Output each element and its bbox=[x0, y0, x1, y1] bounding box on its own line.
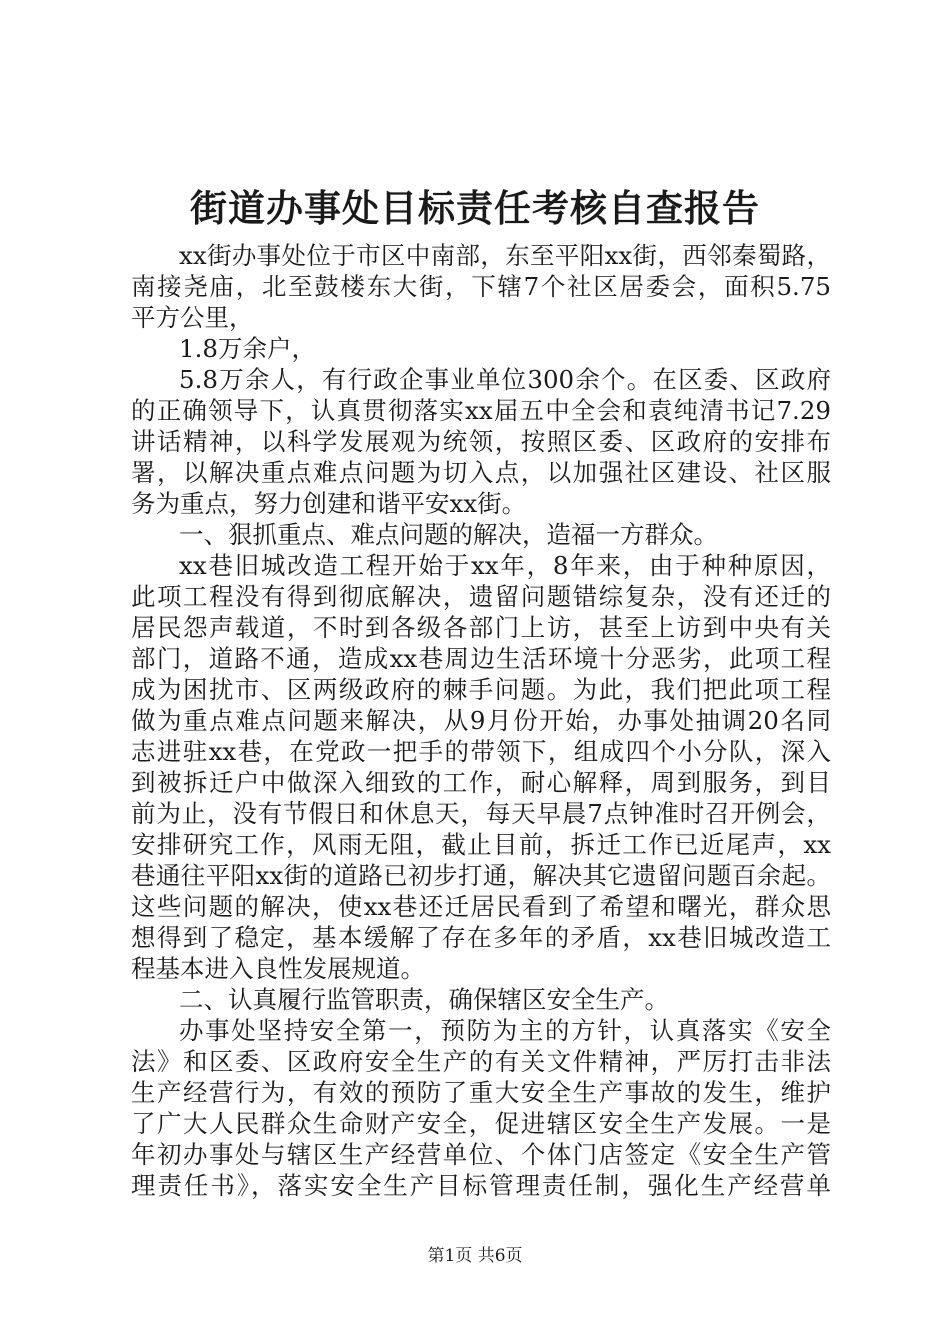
body-line: 署，以解决重点难点问题为切入点，以加强社区建设、社区服 bbox=[131, 458, 831, 487]
document-title: 街道办事处目标责任考核自查报告 bbox=[190, 186, 760, 230]
body-line: 想得到了稳定，基本缓解了存在多年的矛盾，xx巷旧城改造工 bbox=[131, 923, 831, 952]
body-line: 了广大人民群众生命财产安全，促进辖区安全生产发展。一是 bbox=[131, 1109, 831, 1138]
body-line: 成为困扰市、区两级政府的棘手问题。为此，我们把此项工程 bbox=[131, 675, 831, 704]
body-line: 平方公里， bbox=[131, 303, 254, 332]
body-line: 办事处坚持安全第一，预防为主的方针，认真落实《安全 bbox=[179, 1016, 831, 1045]
body-line: 理责任书》，落实安全生产目标管理责任制，强化生产经营单 bbox=[131, 1171, 831, 1200]
body-line: 志进驻xx巷，在党政一把手的带领下，组成四个小分队，深入 bbox=[131, 737, 831, 766]
body-line: 到被拆迁户中做深入细致的工作，耐心解释，周到服务，到目 bbox=[131, 768, 831, 797]
body-line: 这些问题的解决，使xx巷还迁居民看到了希望和曙光，群众思 bbox=[131, 892, 831, 921]
body-line: 做为重点难点问题来解决，从9月份开始，办事处抽调20名同 bbox=[131, 706, 831, 735]
body-line: 部门，道路不通，造成xx巷周边生活环境十分恶劣，此项工程 bbox=[131, 644, 831, 673]
body-line: 年初办事处与辖区生产经营单位、个体门店签定《安全生产管 bbox=[131, 1140, 831, 1169]
body-line: 法》和区委、区政府安全生产的有关文件精神，严厉打击非法 bbox=[131, 1047, 831, 1076]
body-line: 此项工程没有得到彻底解决，遗留问题错综复杂，没有还迁的 bbox=[131, 582, 831, 611]
body-line: xx巷旧城改造工程开始于xx年，8年来，由于种种原因， bbox=[179, 551, 831, 580]
body-line: 讲话精神，以科学发展观为统领，按照区委、区政府的安排布 bbox=[131, 427, 831, 456]
page-number-footer: 第1页 共6页 bbox=[427, 1246, 523, 1266]
body-line: 的正确领导下，认真贯彻落实xx届五中全会和袁纯清书记7.29 bbox=[131, 396, 831, 425]
section-heading-1: 一、狠抓重点、难点问题的解决，造福一方群众。 bbox=[179, 520, 718, 549]
body-line: 程基本进入良性发展规道。 bbox=[131, 954, 425, 983]
body-line: 生产经营行为，有效的预防了重大安全生产事故的发生，维护 bbox=[131, 1078, 831, 1107]
body-line: 1.8万余户， bbox=[179, 334, 316, 363]
body-line: 巷通往平阳xx街的道路已初步打通，解决其它遗留问题百余起。 bbox=[131, 861, 831, 890]
body-line: 务为重点，努力创建和谐平安xx街。 bbox=[131, 489, 527, 518]
body-line: 前为止，没有节假日和休息天，每天早晨7点钟准时召开例会， bbox=[131, 799, 831, 828]
section-heading-2: 二、认真履行监管职责，确保辖区安全生产。 bbox=[179, 985, 669, 1014]
body-line: 安排研究工作，风雨无阻，截止目前，拆迁工作已近尾声，xx bbox=[131, 830, 831, 859]
body-line: 5.8万余人，有行政企事业单位300余个。在区委、区政府 bbox=[179, 365, 831, 394]
body-line: 南接尧庙，北至鼓楼东大街，下辖7个社区居委会，面积5.75 bbox=[131, 272, 831, 301]
body-line: 居民怨声载道，不时到各级各部门上访，甚至上访到中央有关 bbox=[131, 613, 831, 642]
body-line: xx街办事处位于市区中南部，东至平阳xx街，西邻秦蜀路， bbox=[179, 241, 831, 270]
